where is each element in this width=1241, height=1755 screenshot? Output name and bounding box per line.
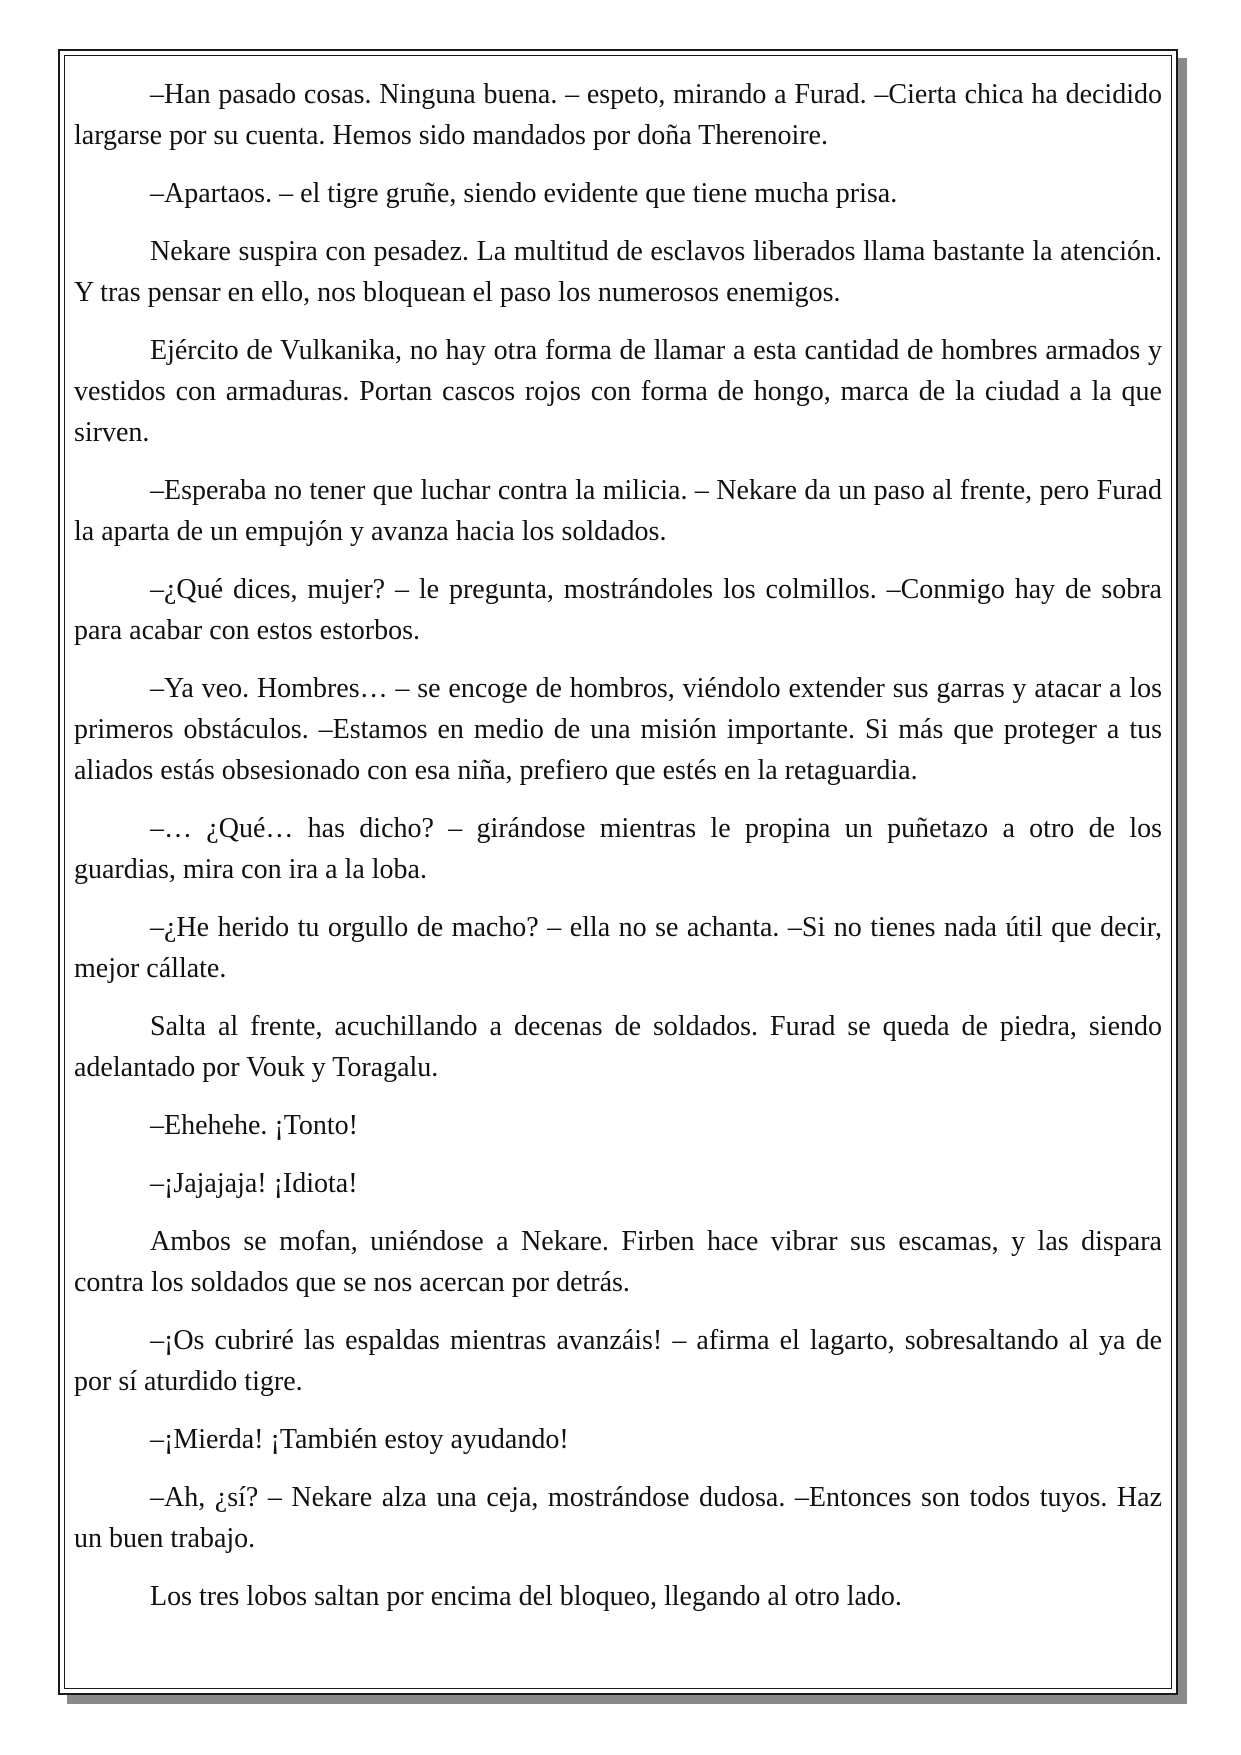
paragraph: –Ah, ¿sí? – Nekare alza una ceja, mostrándose dudosa. –Entonces son todos tuyos. Haz un buen trabajo. <box>74 1482 1162 1554</box>
paragraph: Ambos se mofan, uniéndose a Nekare. Firben hace vibrar sus escamas, y las dispara contra los soldados que se nos acercan por detrás. <box>74 1226 1162 1298</box>
paragraph: –¡Os cubriré las espaldas mientras avanzáis! – afirma el lagarto, sobresaltando al ya de por sí aturdido tigre. <box>74 1325 1162 1397</box>
paragraph: Nekare suspira con pesadez. La multitud de esclavos liberados llama bastante la atención. Y tras pensar en ello, nos bloquean el paso los numerosos enemigos. <box>74 236 1162 308</box>
paragraph: Los tres lobos saltan por encima del bloqueo, llegando al otro lado. <box>150 1581 902 1612</box>
paragraph: –… ¿Qué… has dicho? – girándose mientras le propina un puñetazo a otro de los guardias, mira con ira a la loba. <box>74 813 1162 885</box>
paragraph: –Ya veo. Hombres… – se encoge de hombros, viéndolo extender sus garras y atacar a los primeros obstáculos. –Estamos en medio de una misión importante. Si más que proteger a tus aliados estás obsesionado con esa niña, prefiero que estés en la retaguardia. <box>74 673 1162 786</box>
paragraph: –Han pasado cosas. Ninguna buena. – espeto, mirando a Furad. –Cierta chica ha decidido largarse por su cuenta. Hemos sido mandados por doña Therenoire. <box>74 79 1162 151</box>
paragraph: –Ehehehe. ¡Tonto! <box>150 1110 358 1141</box>
paragraph: Salta al frente, acuchillando a decenas de soldados. Furad se queda de piedra, siendo adelantado por Vouk y Toragalu. <box>74 1011 1162 1083</box>
paragraph: –Apartaos. – el tigre gruñe, siendo evidente que tiene mucha prisa. <box>150 178 898 209</box>
paragraph: –¡Mierda! ¡También estoy ayudando! <box>150 1424 569 1455</box>
paragraph: –¡Jajajaja! ¡Idiota! <box>150 1168 358 1199</box>
paragraph: Ejército de Vulkanika, no hay otra forma de llamar a esta cantidad de hombres armados y vestidos con armaduras. Portan cascos rojos con forma de hongo, marca de la ciudad a la que sirven. <box>74 335 1162 448</box>
paragraph: –Esperaba no tener que luchar contra la milicia. – Nekare da un paso al frente, pero Furad la aparta de un empujón y avanza hacia los soldados. <box>74 475 1162 547</box>
paragraph: –¿Qué dices, mujer? – le pregunta, mostrándoles los colmillos. –Conmigo hay de sobra para acabar con estos estorbos. <box>74 574 1162 646</box>
text-body <box>74 74 1162 1634</box>
paragraph: –¿He herido tu orgullo de macho? – ella no se achanta. –Si no tienes nada útil que decir, mejor cállate. <box>74 912 1162 984</box>
